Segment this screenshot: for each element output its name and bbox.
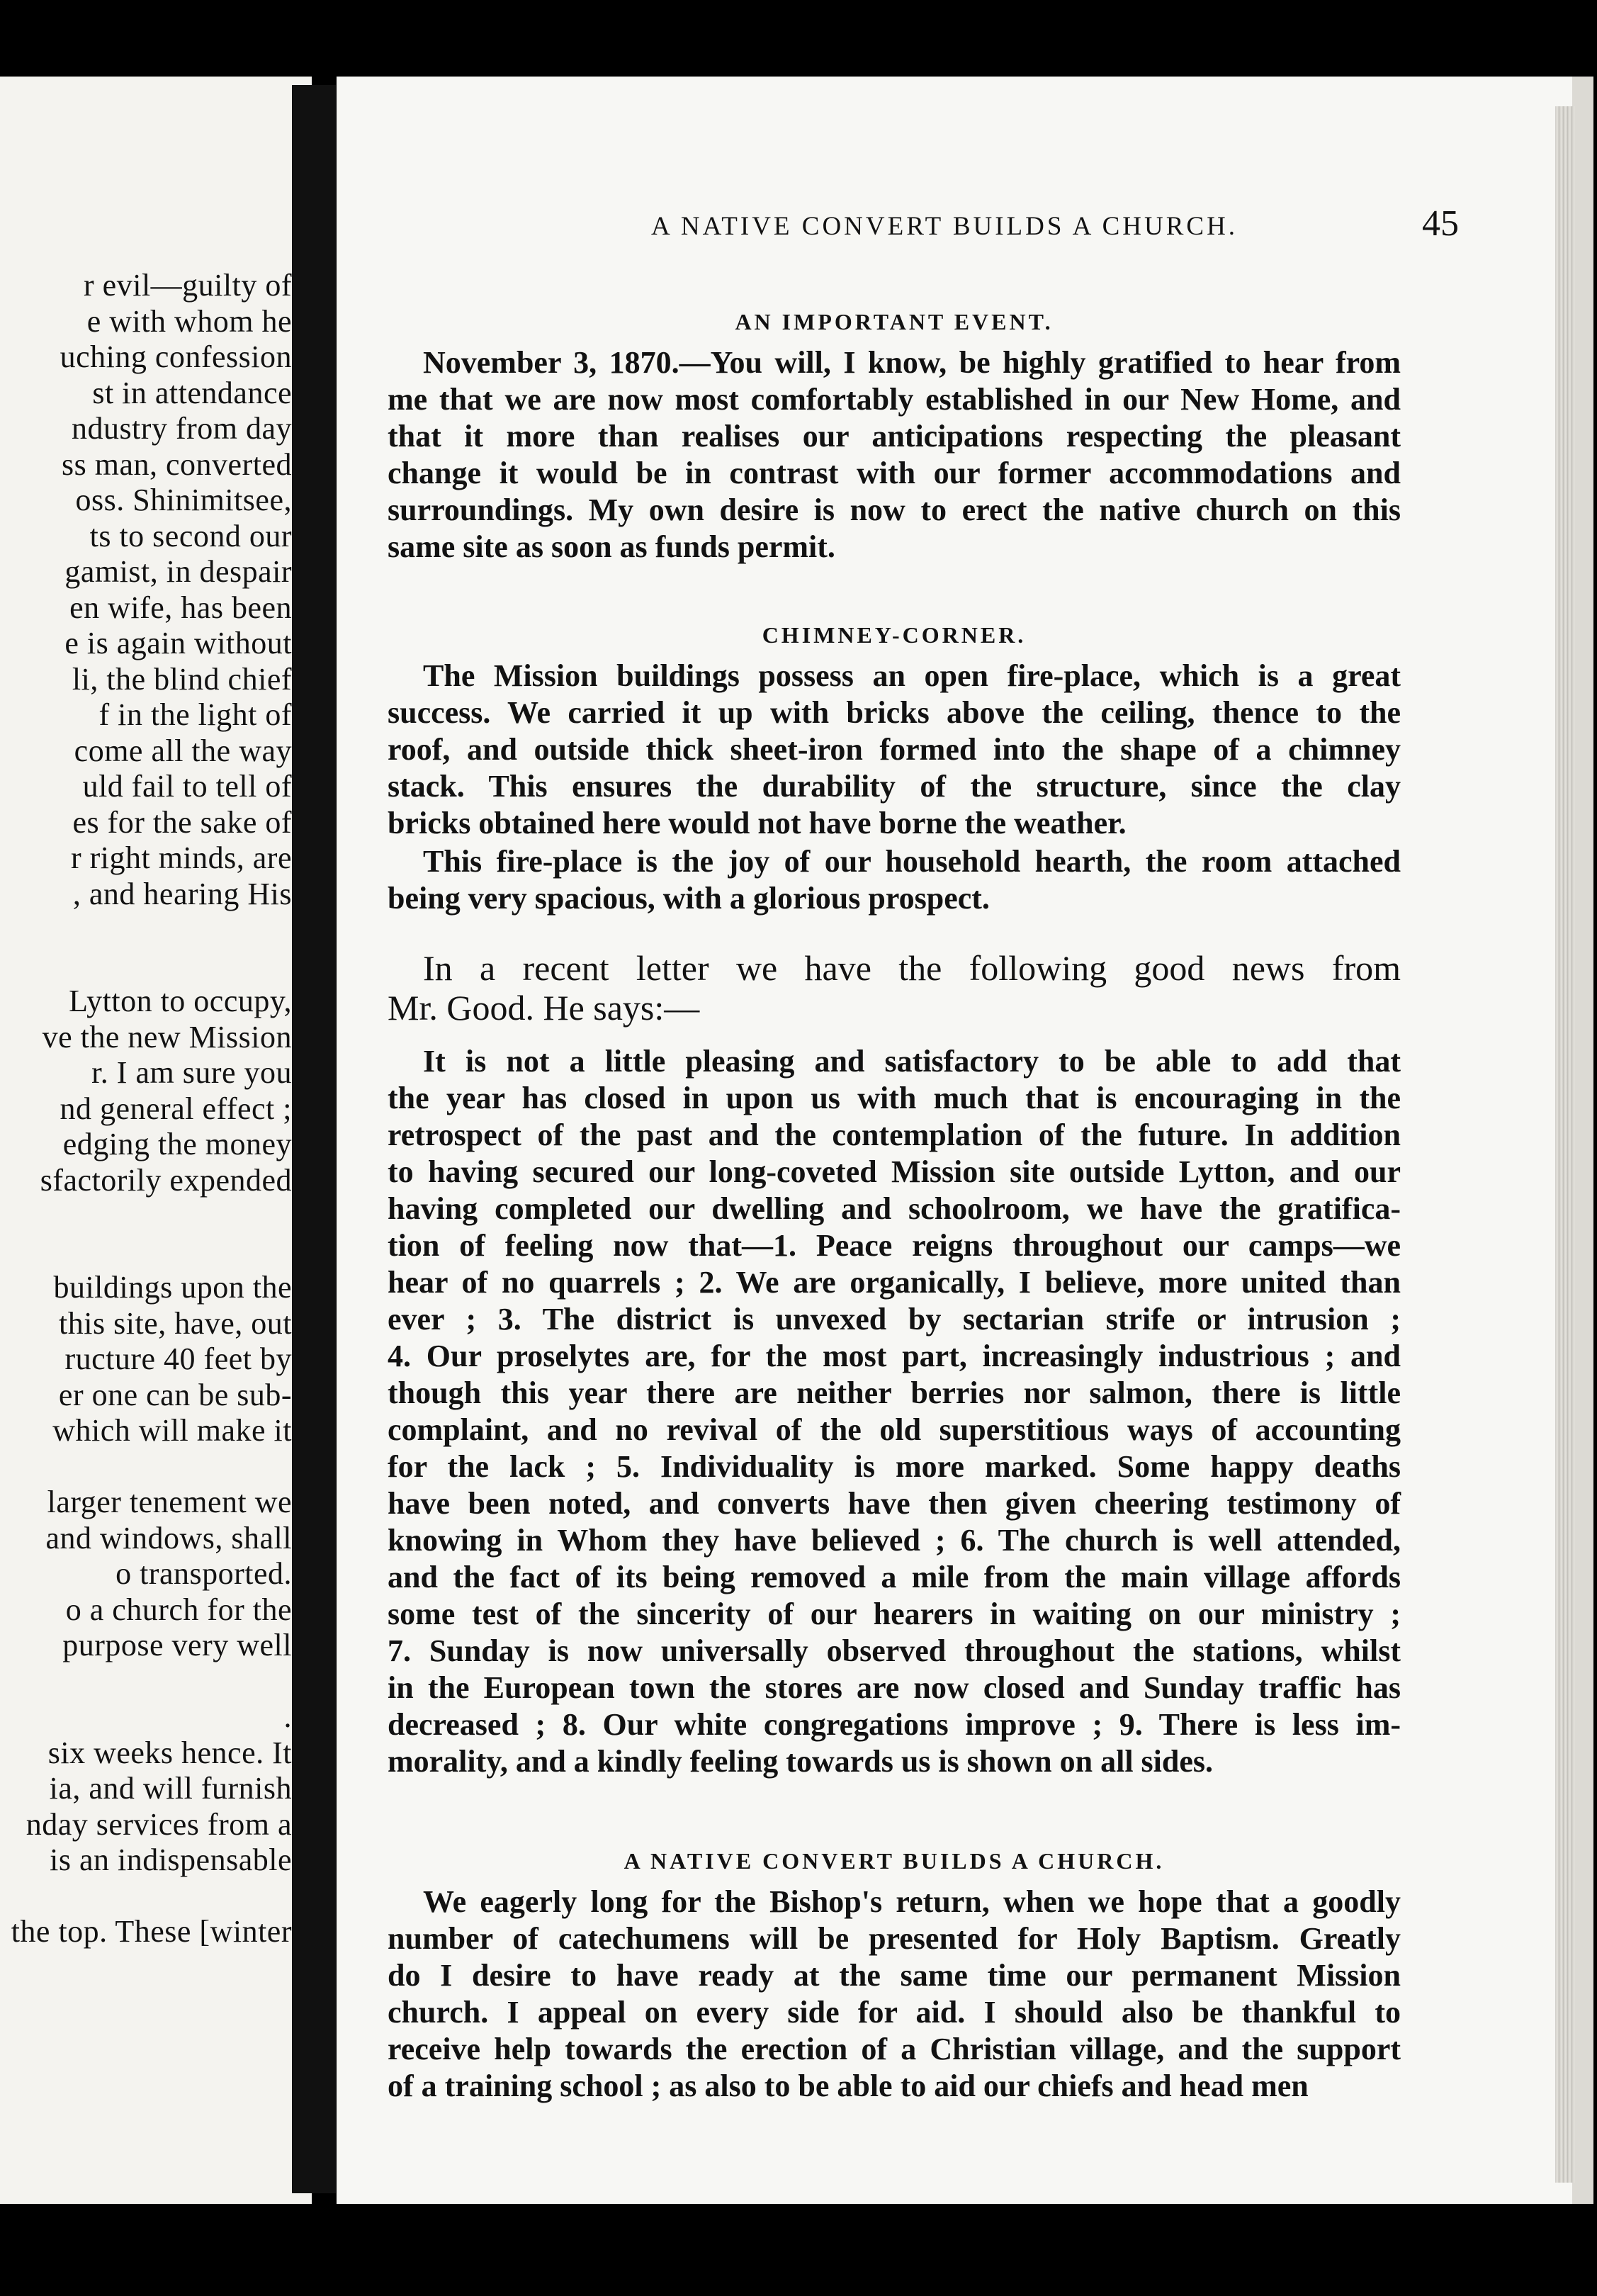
page-edge <box>1555 106 1575 2183</box>
text-line: being very spacious, with a glorious prospect. <box>388 881 990 916</box>
left-text-line: six weeks hence. It <box>47 1735 292 1770</box>
text-line: morality, and a kindly feeling towards us is shown on all sides. <box>388 1744 1214 1779</box>
left-text-line: , and hearing His <box>72 876 292 911</box>
page-number: 45 <box>1422 203 1459 244</box>
text-line: for the lack ; 5. Individuality is more marked. Some happy deaths <box>388 1449 1401 1484</box>
left-text-line: nday services from a <box>26 1806 292 1842</box>
left-text-line: o transported. <box>115 1556 292 1591</box>
text-line: some test of the sincerity of our hearers in waiting on our ministry ; <box>388 1597 1401 1631</box>
right-page <box>337 77 1593 2204</box>
paragraph-fireplace <box>388 843 1401 917</box>
heading-native-convert: A NATIVE CONVERT BUILDS A CHURCH. <box>623 1848 1165 1874</box>
left-text-line: er one can be sub- <box>58 1377 292 1412</box>
left-text-line: en wife, has been <box>69 590 292 625</box>
left-text-line: buildings upon the <box>53 1270 292 1305</box>
left-text-line: ndustry from day <box>71 411 292 446</box>
text-line: In a recent letter we have the following good news from <box>423 948 1401 988</box>
left-text-line: ss man, converted <box>62 446 292 482</box>
left-text-line: ve the new Mission <box>42 1019 292 1054</box>
text-line: in the European town the stores are now closed and Sunday traffic has <box>388 1670 1401 1705</box>
text-line: hear of no quarrels ; 2. We are organically, I believe, more united than <box>388 1265 1401 1300</box>
left-text-line: f in the light of <box>98 697 292 732</box>
left-text-line: nd general effect ; <box>60 1091 292 1126</box>
text-line: stack. This ensures the durability of the structure, since the clay <box>388 769 1401 804</box>
left-text-line: come all the way <box>74 733 292 768</box>
heading-important-event: AN IMPORTANT EVENT. <box>735 309 1054 334</box>
left-text-line: r evil—guilty of <box>84 268 292 303</box>
left-text-line: st in attendance <box>92 375 292 410</box>
left-text-line: ts to second our <box>89 518 292 553</box>
text-line: roof, and outside thick sheet-iron formed into the shape of a chimney <box>388 732 1401 767</box>
left-text-line: r. I am sure you <box>91 1055 292 1090</box>
left-text-line: is an indispensable <box>50 1842 292 1877</box>
left-text-line: ructure 40 feet by <box>64 1341 292 1376</box>
text-line: retrospect of the past and the contemplation of the future. In addition <box>388 1118 1401 1152</box>
left-text-line: uld fail to tell of <box>82 769 292 804</box>
left-text-line: e with whom he <box>86 303 292 339</box>
left-page <box>0 77 312 2204</box>
text-line: November 3, 1870.—You will, I know, be highly gratified to hear from <box>423 345 1401 380</box>
heading-chimney-corner: CHIMNEY-CORNER. <box>762 622 1027 648</box>
paragraph-letter <box>388 1043 1401 1780</box>
book-spine-shadow <box>292 85 336 2193</box>
text-line: decreased ; 8. Our white congregations improve ; 9. There is less im- <box>388 1707 1401 1742</box>
left-text-line: purpose very well <box>62 1628 292 1662</box>
left-text-line: the top. These [winter <box>11 1914 292 1949</box>
text-line: complaint, and no revival of the old superstitious ways of accounting <box>388 1412 1401 1447</box>
left-text-line: ia, and will furnish <box>49 1771 292 1806</box>
left-text-line: es for the sake of <box>72 804 292 840</box>
text-line: Mr. Good. He says:— <box>388 988 700 1028</box>
left-text-line: gamist, in despair <box>64 554 292 589</box>
text-line: and the fact of its being removed a mile from the main village affords <box>388 1560 1401 1594</box>
running-head: A NATIVE CONVERT BUILDS A CHURCH. <box>651 212 1238 241</box>
paragraph-letter-intro <box>388 948 1401 1028</box>
text-line: tion of feeling now that—1. Peace reigns throughout our camps—we <box>388 1228 1401 1263</box>
left-text-line: Lytton to occupy, <box>69 984 292 1018</box>
text-line: 7. Sunday is now universally observed throughout the stations, whilst <box>388 1633 1401 1668</box>
text-line: that it more than realises our anticipations respecting the pleasant <box>388 419 1401 454</box>
text-line: to having secured our long-coveted Mission site outside Lytton, and our <box>388 1154 1401 1189</box>
left-text-line: o a church for the <box>65 1592 292 1627</box>
left-text-line: oss. Shinimitsee, <box>75 483 292 517</box>
left-text-line: larger tenement we <box>47 1485 292 1519</box>
text-line: The Mission buildings possess an open fire-place, which is a great <box>423 658 1401 693</box>
text-line: the year has closed in upon us with much that is encouraging in the <box>388 1081 1401 1115</box>
left-text-line: . <box>283 1699 292 1734</box>
text-line: knowing in Whom they have believed ; 6. The church is well attended, <box>388 1523 1401 1558</box>
text-line: change it would be in contrast with our former accommodations and <box>388 456 1401 490</box>
left-text-line: li, the blind chief <box>72 661 292 697</box>
text-line: bricks obtained here would not have borne the weather. <box>388 806 1127 840</box>
text-line: surroundings. My own desire is now to erect the native church on this <box>388 493 1401 527</box>
left-text-line: e is again without <box>64 626 292 660</box>
paragraph-important-event <box>388 344 1401 565</box>
text-line: number of catechumens will be presented for Holy Baptism. Greatly <box>388 1921 1401 1956</box>
text-line: same site as soon as funds permit. <box>388 529 835 564</box>
left-text-line: and windows, shall <box>45 1520 292 1555</box>
text-line: of a training school ; as also to be able to aid our chiefs and head men <box>388 2069 1309 2103</box>
text-line: do I desire to have ready at the same time our permanent Mission <box>388 1958 1401 1993</box>
text-line: receive help towards the erection of a Christian village, and the support <box>388 2032 1401 2066</box>
paragraph-native-convert <box>388 1884 1401 2105</box>
left-text-line: sfactorily expended <box>40 1162 292 1198</box>
left-text-line: r right minds, are <box>70 840 292 875</box>
left-text-line: which will make it <box>52 1413 292 1448</box>
text-line: This fire-place is the joy of our household hearth, the room attached <box>423 844 1401 879</box>
text-line: It is not a little pleasing and satisfactory to be able to add that <box>423 1044 1401 1079</box>
paragraph-chimney <box>388 658 1401 842</box>
text-line: ever ; 3. The district is unvexed by sectarian strife or intrusion ; <box>388 1302 1401 1336</box>
text-line: 4. Our proselytes are, for the most part, increasingly industrious ; and <box>388 1339 1401 1373</box>
left-text-line: uching confession <box>60 339 292 374</box>
left-text-line: edging the money <box>62 1127 292 1161</box>
text-line: success. We carried it up with bricks above the ceiling, thence to the <box>388 695 1401 730</box>
left-text-line: this site, have, out <box>59 1305 292 1341</box>
text-line: We eagerly long for the Bishop's return, when we hope that a goodly <box>423 1884 1401 1919</box>
text-line: though this year there are neither berries nor salmon, there is little <box>388 1375 1401 1410</box>
text-line: me that we are now most comfortably established in our New Home, and <box>388 382 1401 417</box>
text-line: church. I appeal on every side for aid. I should also be thankful to <box>388 1995 1401 2030</box>
text-line: have been noted, and converts have then given cheering testimony of <box>388 1486 1401 1521</box>
text-line: having completed our dwelling and schoolroom, we have the gratifica- <box>388 1191 1401 1226</box>
